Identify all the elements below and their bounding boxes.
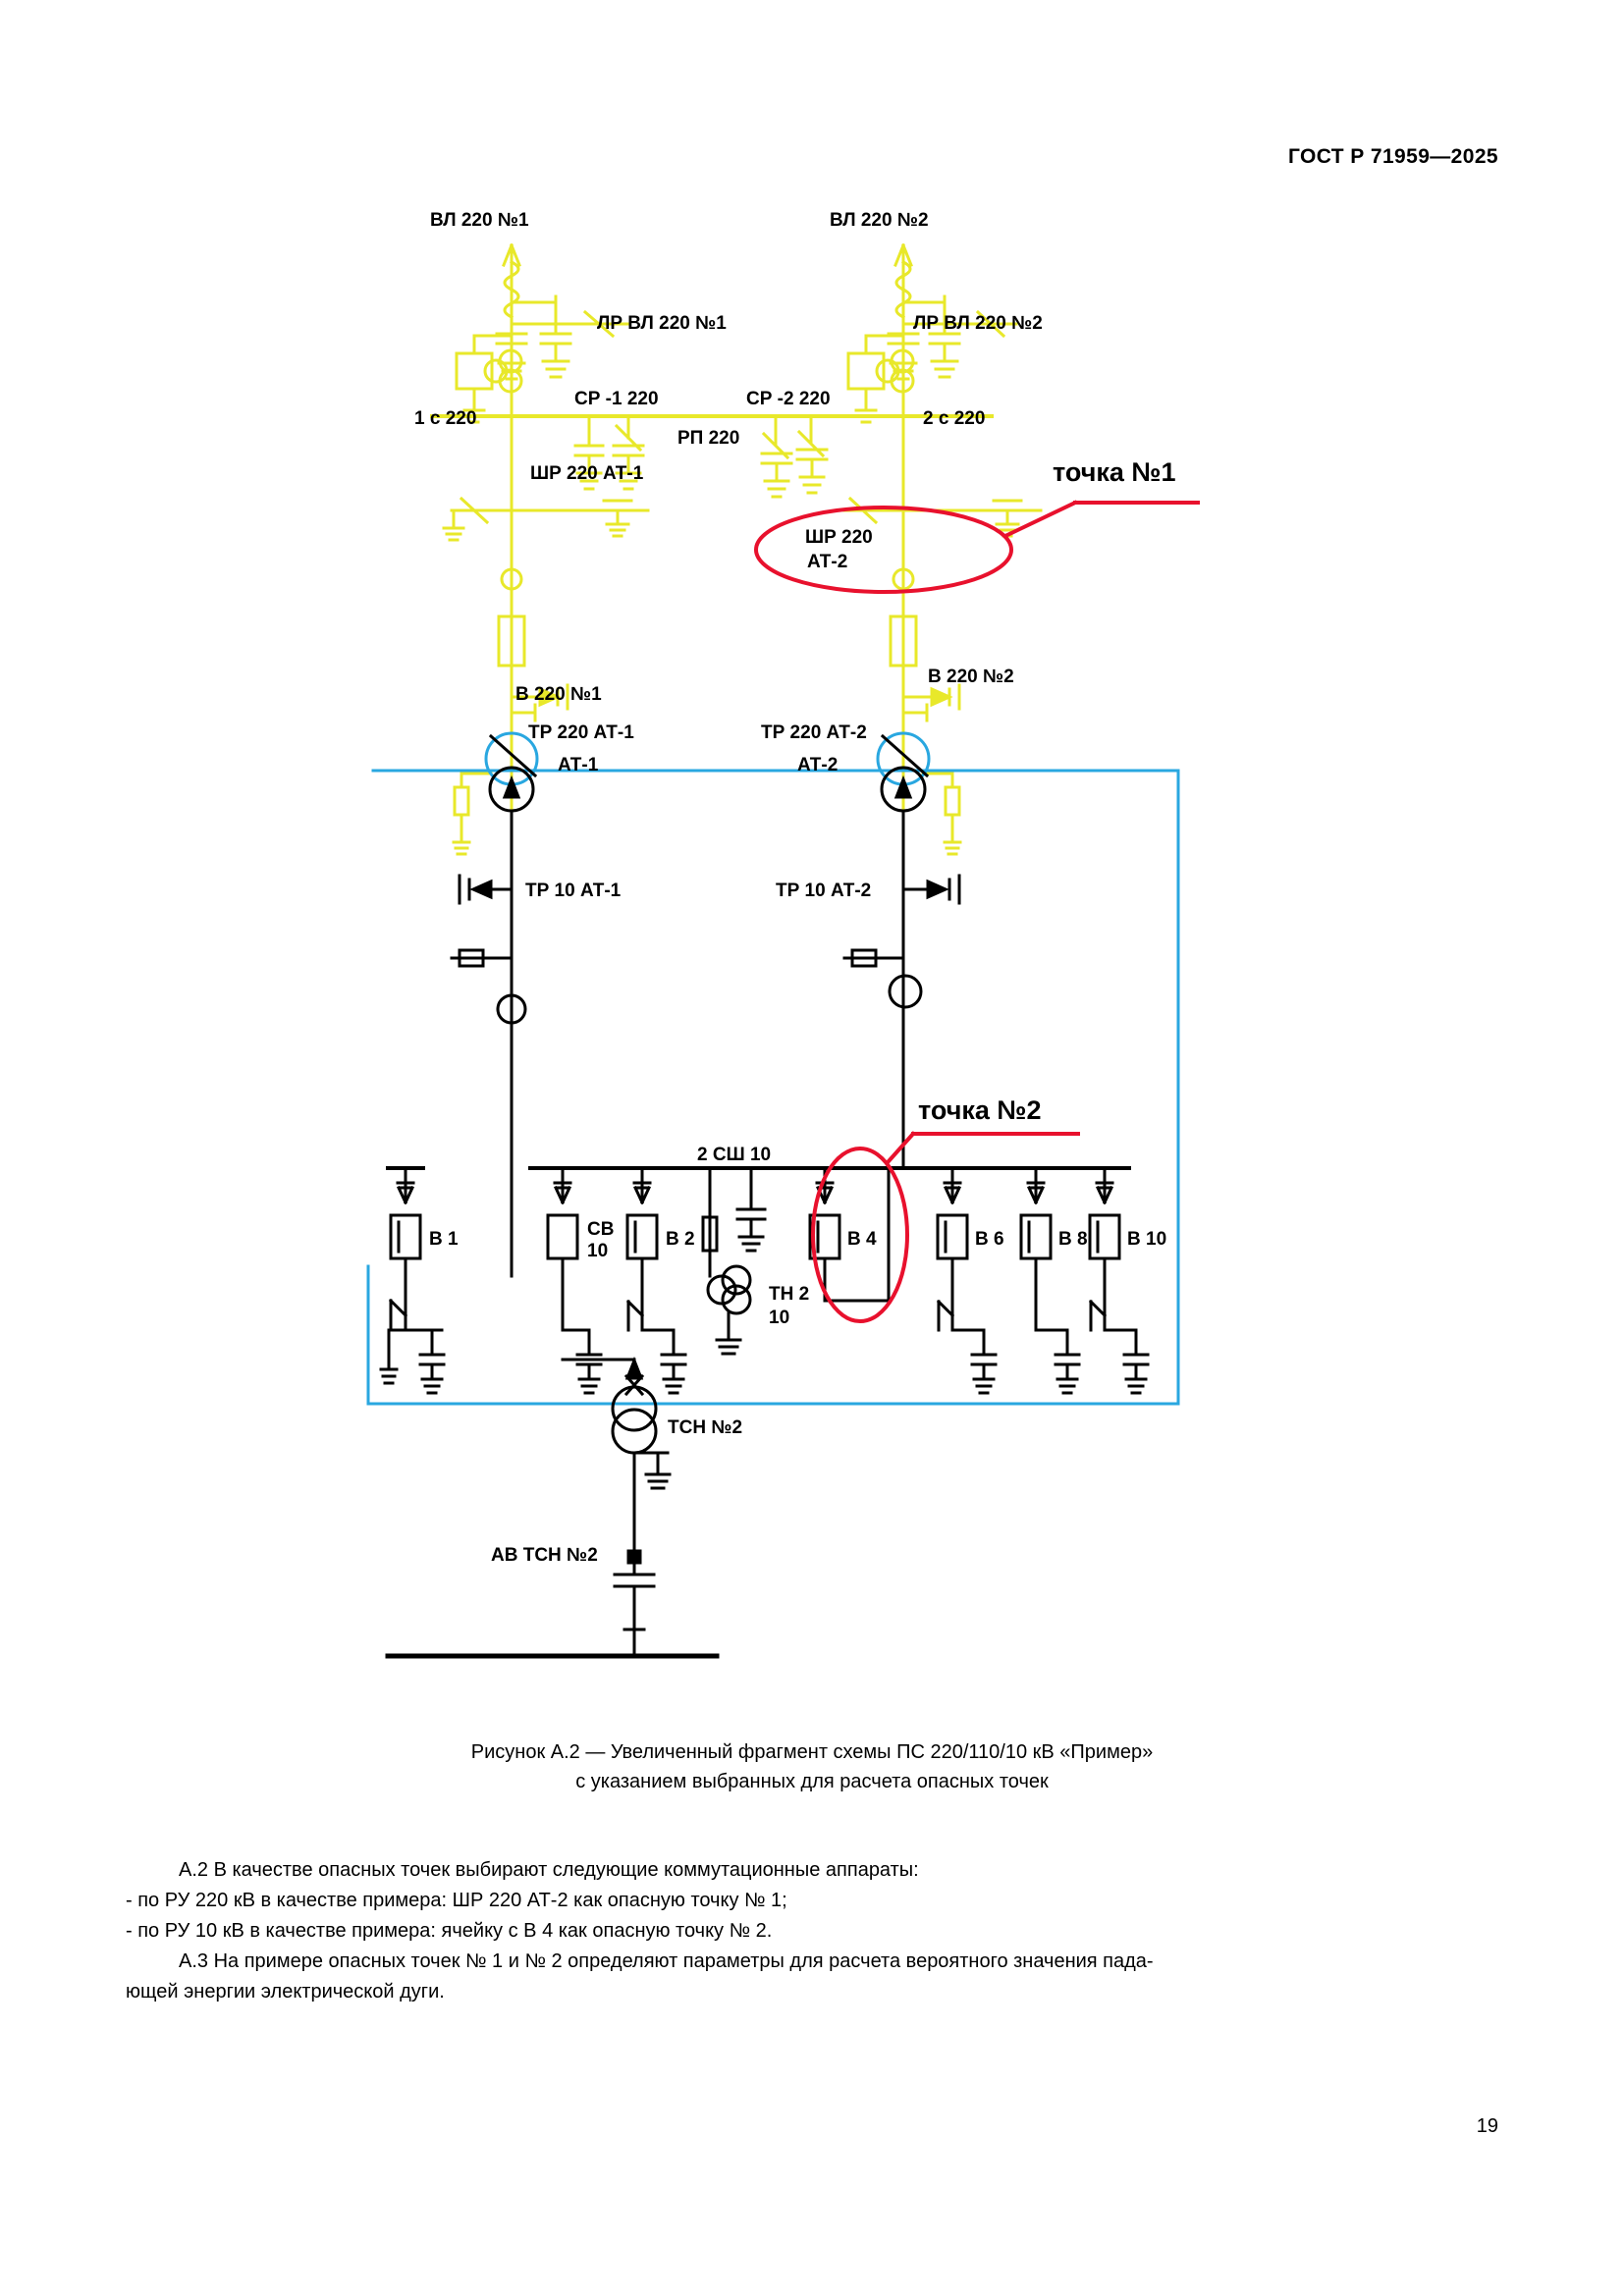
label-bus-2sh10: 2 СШ 10 xyxy=(697,1145,772,1165)
highlight-ellipse-point1 xyxy=(756,507,1011,592)
label-point1: точка №1 xyxy=(1053,457,1176,487)
label-sv10-l2: 10 xyxy=(587,1241,609,1261)
paragraph-a2-item2: - по РУ 10 кВ в качестве примера: ячейку с В 4 как опасную точку № 2. xyxy=(126,1920,773,1942)
label-tsn2: ТСН №2 xyxy=(668,1417,743,1438)
label-tn2-l2: 10 xyxy=(769,1308,790,1328)
label-tr10-at2: ТР 10 АТ-2 xyxy=(776,881,872,901)
label-v4: В 4 xyxy=(847,1229,877,1250)
label-tr220-at2: ТР 220 АТ-2 xyxy=(761,722,867,743)
label-v10: В 10 xyxy=(1127,1229,1167,1250)
label-point2: точка №2 xyxy=(918,1095,1042,1125)
paragraph-a3: А.3 На примере опасных точек № 1 и № 2 определяют параметры для расчета вероятного значения пада- xyxy=(179,1950,1154,1972)
label-sv10-l1: СВ xyxy=(587,1219,615,1240)
label-shr220-at2-l1: ШР 220 xyxy=(805,527,873,548)
label-bus1-220: 1 с 220 xyxy=(414,408,477,429)
figure-caption-line2: с указанием выбранных для расчета опасных точек xyxy=(575,1771,1049,1792)
label-lr-vl1: ЛР ВЛ 220 №1 xyxy=(597,313,727,334)
label-shr220-at1: ШР 220 АТ-1 xyxy=(530,463,644,484)
paragraph-a3-cont: ющей энергии электрической дуги. xyxy=(126,1981,445,2002)
body-text xyxy=(126,1855,1500,2007)
figure-caption xyxy=(0,1737,1624,1796)
label-av-tsn2: АВ ТСН №2 xyxy=(491,1545,598,1566)
label-v220-2: В 220 №2 xyxy=(928,667,1014,687)
figure-caption-line1: Рисунок А.2 — Увеличенный фрагмент схемы ПС 220/110/10 кВ «Пример» xyxy=(470,1741,1154,1763)
label-at1: АТ-1 xyxy=(558,755,599,775)
label-v8: В 8 xyxy=(1058,1229,1088,1250)
label-tn2-l1: ТН 2 xyxy=(769,1284,810,1305)
figure-single-line-diagram xyxy=(0,187,1624,1718)
label-v1: В 1 xyxy=(429,1229,459,1250)
label-sr1-220: СР -1 220 xyxy=(574,389,659,409)
label-rp-220: РП 220 xyxy=(677,428,740,449)
label-v2: В 2 xyxy=(666,1229,695,1250)
label-lr-vl2: ЛР ВЛ 220 №2 xyxy=(913,313,1043,334)
label-at2: АТ-2 xyxy=(797,755,839,775)
diagram-svg xyxy=(0,187,1624,1718)
label-bus2-220: 2 с 220 xyxy=(923,408,986,429)
label-shr220-at2-l2: АТ-2 xyxy=(807,552,848,572)
label-v220-1: В 220 №1 xyxy=(515,684,602,705)
label-v6: В 6 xyxy=(975,1229,1004,1250)
label-vl1: ВЛ 220 №1 xyxy=(430,210,529,231)
paragraph-a2-item1: - по РУ 220 кВ в качестве примера: ШР 220 АТ-2 как опасную точку № 1; xyxy=(126,1890,787,1911)
paragraph-a2-intro: А.2 В качестве опасных точек выбирают следующие коммутационные аппараты: xyxy=(179,1859,919,1881)
label-vl2: ВЛ 220 №2 xyxy=(830,210,929,231)
label-tr220-at1: ТР 220 АТ-1 xyxy=(528,722,634,743)
label-sr2-220: СР -2 220 xyxy=(746,389,831,409)
page-number: 19 xyxy=(1476,2115,1498,2137)
label-tr10-at1: ТР 10 АТ-1 xyxy=(525,881,622,901)
page-header-standard: ГОСТ Р 71959—2025 xyxy=(1287,145,1498,168)
